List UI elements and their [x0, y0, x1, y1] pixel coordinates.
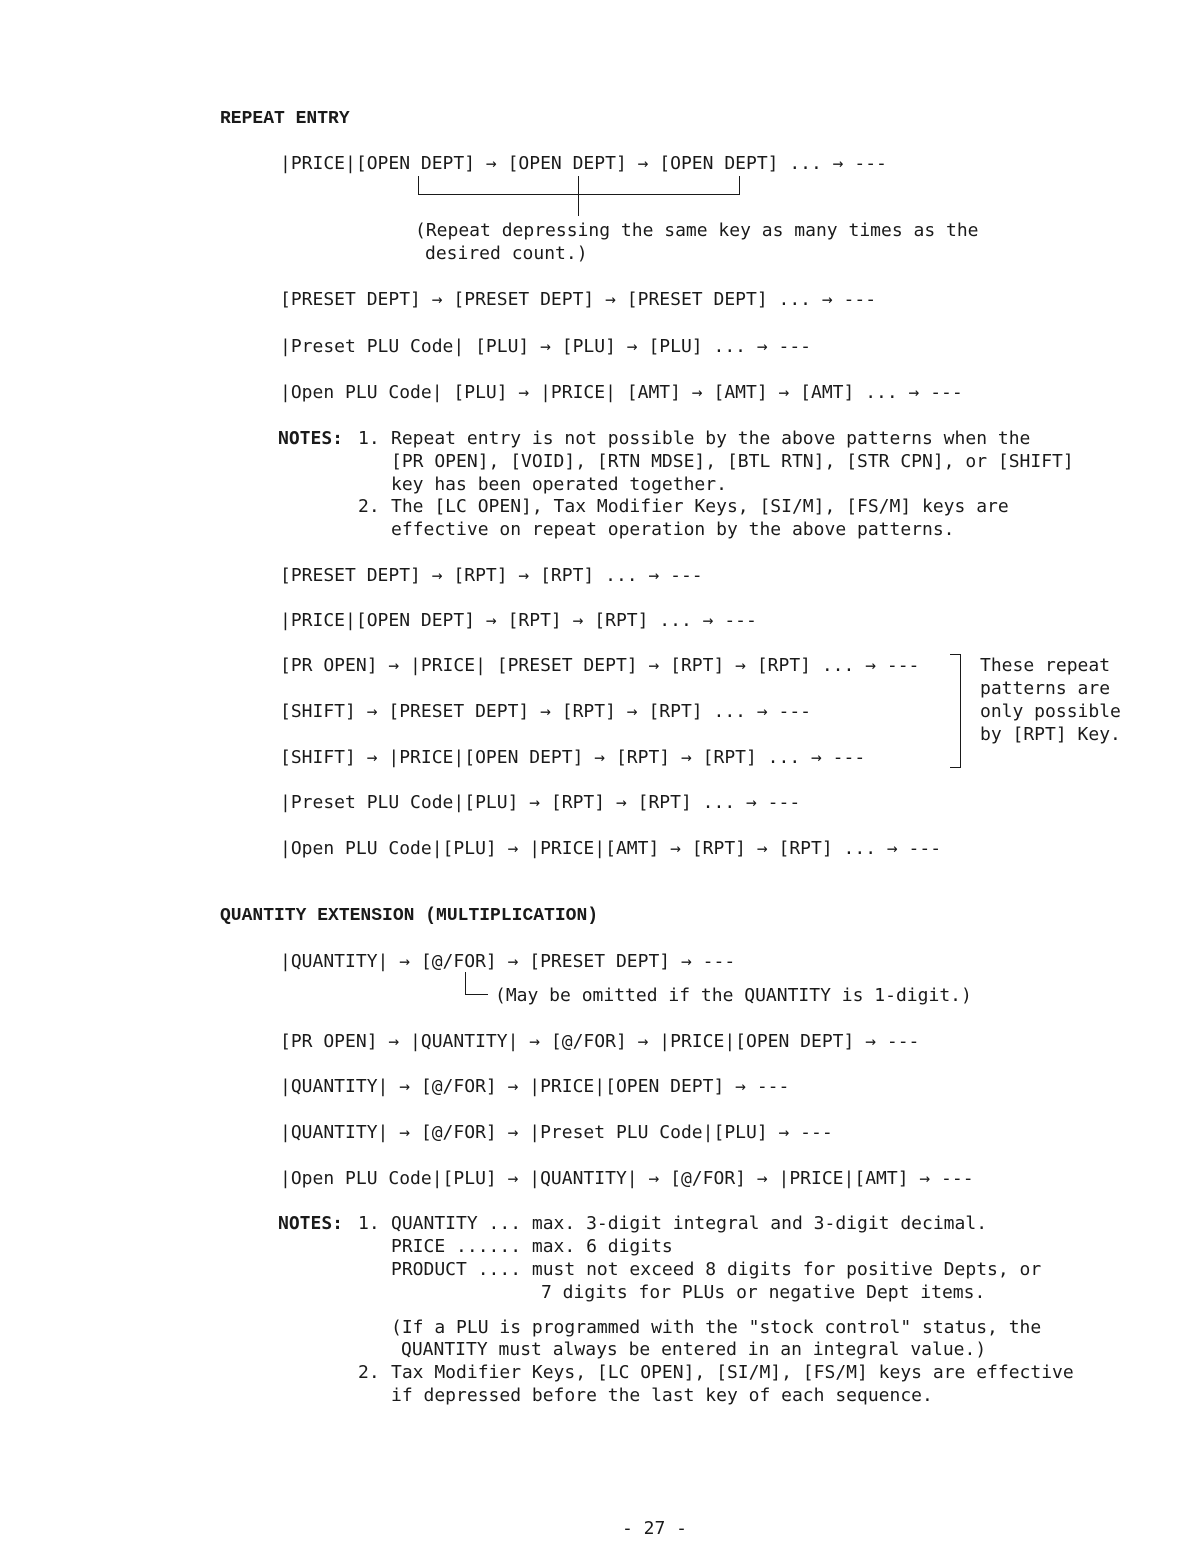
repeat-pattern-preset-dept: [PRESET DEPT] → [PRESET DEPT] → [PRESET DEPT] ... → ---: [280, 289, 877, 310]
rpt-pattern: [PR OPEN] → |PRICE| [PRESET DEPT] → [RPT] → [RPT] ... → ---: [280, 655, 920, 676]
note-number: 1.: [358, 1213, 380, 1234]
note-text: effective on repeat operation by the above patterns.: [391, 519, 955, 540]
rpt-pattern: [SHIFT] → |PRICE|[OPEN DEPT] → [RPT] → [RPT] ... → ---: [280, 747, 866, 768]
section-title-repeat-entry: REPEAT ENTRY: [220, 109, 350, 129]
notes-label: NOTES:: [278, 1213, 344, 1234]
quantity-omit-note: (May be omitted if the QUANTITY is 1-digit.): [495, 985, 972, 1006]
side-note-line: These repeat: [980, 655, 1111, 676]
note-text: (If a PLU is programmed with the "stock control" status, the: [391, 1317, 1042, 1338]
quantity-pattern: |QUANTITY| → [@/FOR] → |PRICE|[OPEN DEPT] → ---: [280, 1076, 790, 1097]
repeat-pattern-preset-plu: |Preset PLU Code| [PLU] → [PLU] → [PLU] ... → ---: [280, 336, 812, 357]
side-note-line: by [RPT] Key.: [980, 724, 1121, 745]
note-text: QUANTITY must always be entered in an integral value.): [401, 1339, 987, 1360]
page-number: - 27 -: [622, 1518, 688, 1539]
note-text: The [LC OPEN], Tax Modifier Keys, [SI/M], [FS/M] keys are: [391, 496, 1009, 517]
note-text: 7 digits for PLUs or negative Dept items.: [541, 1282, 986, 1303]
section-title-quantity-extension: QUANTITY EXTENSION (MULTIPLICATION): [220, 906, 599, 926]
note-text: QUANTITY ... max. 3-digit integral and 3-digit decimal.: [391, 1213, 988, 1234]
repeat-note-line-a: (Repeat depressing the same key as many times as the: [415, 220, 979, 241]
note-text: [PR OPEN], [VOID], [RTN MDSE], [BTL RTN], [STR CPN], or [SHIFT]: [391, 451, 1074, 472]
quantity-pattern: |QUANTITY| → [@/FOR] → [PRESET DEPT] → ---: [280, 951, 736, 972]
note-text: key has been operated together.: [391, 474, 727, 495]
note-text: PRODUCT .... must not exceed 8 digits for positive Depts, or: [391, 1259, 1042, 1280]
side-note-line: patterns are: [980, 678, 1111, 699]
rpt-pattern: |Preset PLU Code|[PLU] → [RPT] → [RPT] ... → ---: [280, 792, 801, 813]
rpt-pattern: [SHIFT] → [PRESET DEPT] → [RPT] → [RPT] ... → ---: [280, 701, 812, 722]
note-number: 2.: [358, 1362, 380, 1383]
repeat-note-line-b: desired count.): [425, 243, 588, 264]
quantity-pattern: |Open PLU Code|[PLU] → |QUANTITY| → [@/FOR] → |PRICE|[AMT] → ---: [280, 1168, 974, 1189]
side-bracket: [950, 654, 961, 768]
note-number: 2.: [358, 496, 380, 517]
quantity-pattern: |QUANTITY| → [@/FOR] → |Preset PLU Code|[PLU] → ---: [280, 1122, 833, 1143]
repeat-bracket: [418, 176, 740, 195]
note-text: if depressed before the last key of each sequence.: [391, 1385, 933, 1406]
side-note-line: only possible: [980, 701, 1121, 722]
notes-label: NOTES:: [278, 428, 344, 449]
note-number: 1.: [358, 428, 380, 449]
note-text: Tax Modifier Keys, [LC OPEN], [SI/M], [FS/M] keys are effective: [391, 1362, 1074, 1383]
omit-bracket: [465, 972, 488, 995]
rpt-pattern: |Open PLU Code|[PLU] → |PRICE|[AMT] → [RPT] → [RPT] ... → ---: [280, 838, 942, 859]
repeat-pattern-open-dept: |PRICE|[OPEN DEPT] → [OPEN DEPT] → [OPEN DEPT] ... → ---: [280, 153, 887, 174]
rpt-pattern: [PRESET DEPT] → [RPT] → [RPT] ... → ---: [280, 565, 703, 586]
note-text: Repeat entry is not possible by the above patterns when the: [391, 428, 1031, 449]
side-note: [980, 654, 1121, 746]
rpt-pattern: |PRICE|[OPEN DEPT] → [RPT] → [RPT] ... → ---: [280, 610, 757, 631]
quantity-pattern: [PR OPEN] → |QUANTITY| → [@/FOR] → |PRICE|[OPEN DEPT] → ---: [280, 1031, 920, 1052]
repeat-pattern-open-plu: |Open PLU Code| [PLU] → |PRICE| [AMT] → [AMT] → [AMT] ... → ---: [280, 382, 963, 403]
note-text: PRICE ...... max. 6 digits: [391, 1236, 673, 1257]
repeat-bracket-stem: [578, 176, 579, 216]
